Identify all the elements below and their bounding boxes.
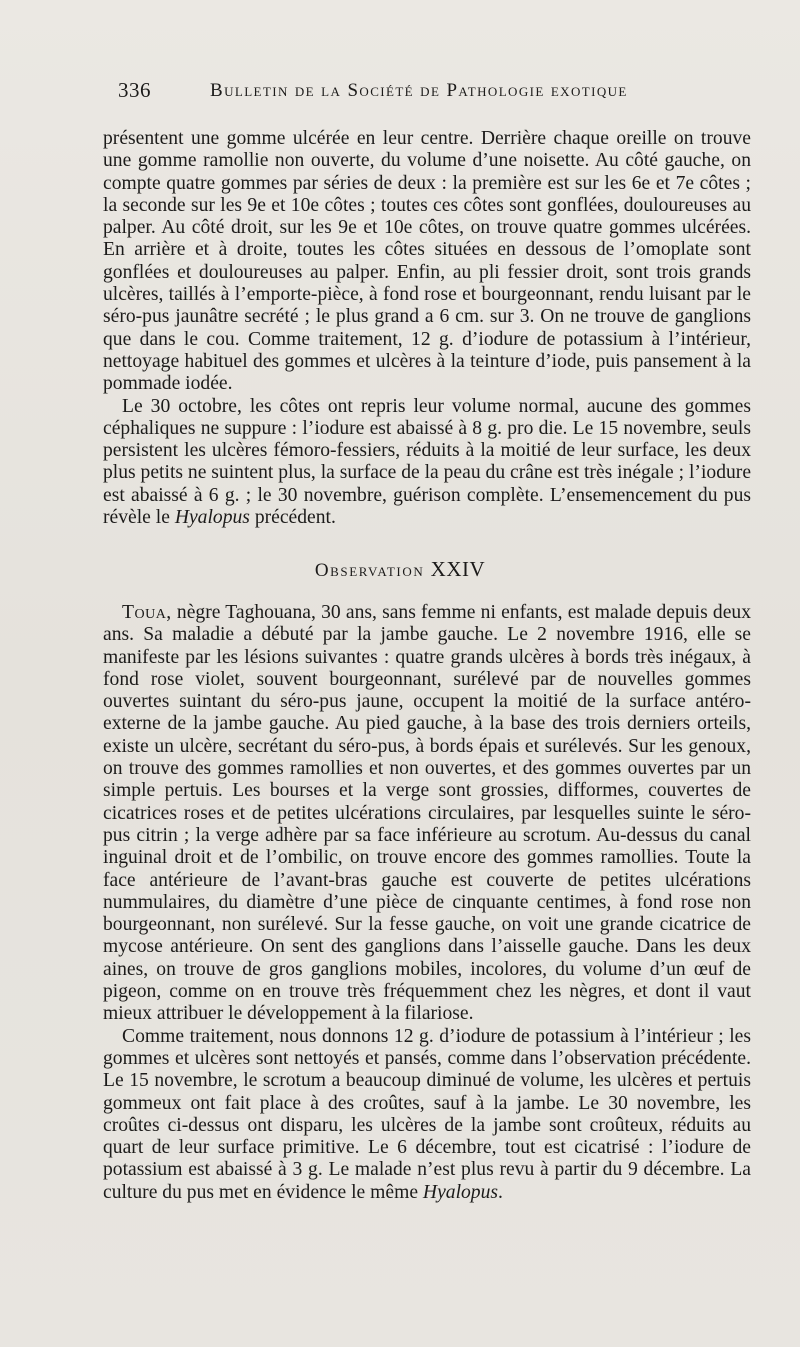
paragraph-treatment — [103, 1026, 751, 1204]
species-name-2: Hyalopus — [422, 1181, 499, 1203]
species-name: Hyalopus — [174, 507, 250, 529]
paragraph-patient — [103, 602, 751, 1026]
paragraph-patient-text: nègre Taghouana, 30 ans, sans femme ni enfants, est malade depuis deux ans. Sa maladie a débuté par la jambe gauche. Le 2 novembre 1916, elle se manifeste par les lésions suivantes : quatre grands ulcères à bords très inégaux, à fond rose violet, souvent bourgeonnant, surélevé par de nouvelles gommes ouvertes suintant du séro-pus jaune, occupent la moitié de la surface antéro-externe de la jambe gauche. Au pied gauche, à la base des trois derniers orteils, existe un ulcère, secrétant du séro-pus, à bords épais et surélevés. Sur les genoux, on trouve des gommes ramollies et non ouvertes, et des gommes ouvertes par un simple pertuis. Les bourses et la verge sont grossies, difformes, couvertes de cicatrices roses et de petites ulcérations circulaires, par lesquelles suinte le séro-pus citrin ; la verge adhère par sa face inférieure au scrotum. Au-dessus du canal inguinal droit et de l’ombilic, on trouve encore des gommes ramollies. Toute la face antérieure de l’avant-bras gauche est couverte de petites ulcérations nummulaires, du diamètre d’une pièce de cinquante centimes, à fond rose non bourgeonnant, non surélevé. Sur la fesse gauche, on voit une grande cicatrice de mycose antérieure. On sent des ganglions dans l’aisselle gauche. Dans les deux aines, on trouve de gros ganglions mobiles, incolores, du volume d’un œuf de pigeon, comme on en trouve très fréquemment chez les nègres, et dont il vaut mieux attribuer le développement à la filariose. — [103, 602, 751, 1025]
observation-body — [103, 602, 751, 1204]
paragraph-october-text: Le 30 octobre, les côtes ont repris leur volume normal, aucune des gommes céphaliques ne suppure : l’iodure est abaissé à 8 g. pro die. Le 15 novembre, seuls persistent les ulcères fémoro-fessiers, réduits à la moitié de leur surface, les deux plus petits ne suintent plus, la surface de la peau du crâne est très inégale ; l’iodure est abaissé à 6 g. ; le 30 novembre, guérison complète. L’ensemencement du pus révèle le — [103, 395, 752, 529]
observation-heading-word: Observation — [314, 560, 425, 581]
page-number: 336 — [118, 78, 151, 102]
running-head — [118, 78, 718, 108]
journal-title: Bulletin de la Société de Pathologie exotique — [210, 80, 628, 101]
paragraph-continued: présentent une gomme ulcérée en leur centre. Derrière chaque oreille on trouve une gomme ramollie non ouverte, du volume d’une noisette. Au côté gauche, on compte quatre gommes par séries de deux : la première est sur les 6e et 7e côtes ; la seconde sur les 9e et 10e côtes ; toutes ces côtes sont gonflées, douloureuses au palper. Au côté droit, sur les 9e et 10e côtes, on trouve quatre gommes ulcérées. En arrière et à droite, toutes les côtes situées en dessous de l’omoplate sont gonflées et douloureuses au palper. Enfin, au pli fessier droit, sont trois grands ulcères, taillés à l’emporte-pièce, à fond rose et bourgeonnant, rendu luisant par le séro-pus jaunâtre secrété ; le plus grand a 6 cm. sur 3. On ne trouve de ganglions que dans le cou. Comme traitement, 12 g. d’iodure de potassium à l’intérieur, nettoyage habituel des gommes et ulcères à la teinture d’iode, puis pansement à la pommade iodée. — [103, 128, 751, 395]
paragraph-october — [103, 396, 751, 530]
paragraph-october-end: précédent. — [254, 507, 336, 529]
patient-name: Toua, — [122, 602, 172, 623]
observation-heading-number: XXIV — [430, 557, 486, 581]
paragraph-treatment-text: Comme traitement, nous donnons 12 g. d’iodure de potassium à l’intérieur ; les gommes et ulcères sont nettoyés et pansés, comme dans l’observation précédente. Le 15 novembre, le scrotum a beaucoup diminué de volume, les ulcères et pertuis gommeux ont fait place à des croûtes, sauf à la jambe. Le 30 novembre, les croûtes ci-dessus ont disparu, les ulcères de la jambe sont croûteux, réduits au quart de leur surface primitive. Le 6 décembre, tout est cicatrisé : l’iodure de potassium est abaissé à 3 g. Le malade n’est plus revu à partir du 9 décembre. La culture du pus met en évidence le même — [103, 1025, 751, 1203]
observation-heading — [0, 557, 800, 582]
body-text-top — [103, 128, 751, 529]
paragraph-treatment-end: . — [498, 1181, 503, 1203]
